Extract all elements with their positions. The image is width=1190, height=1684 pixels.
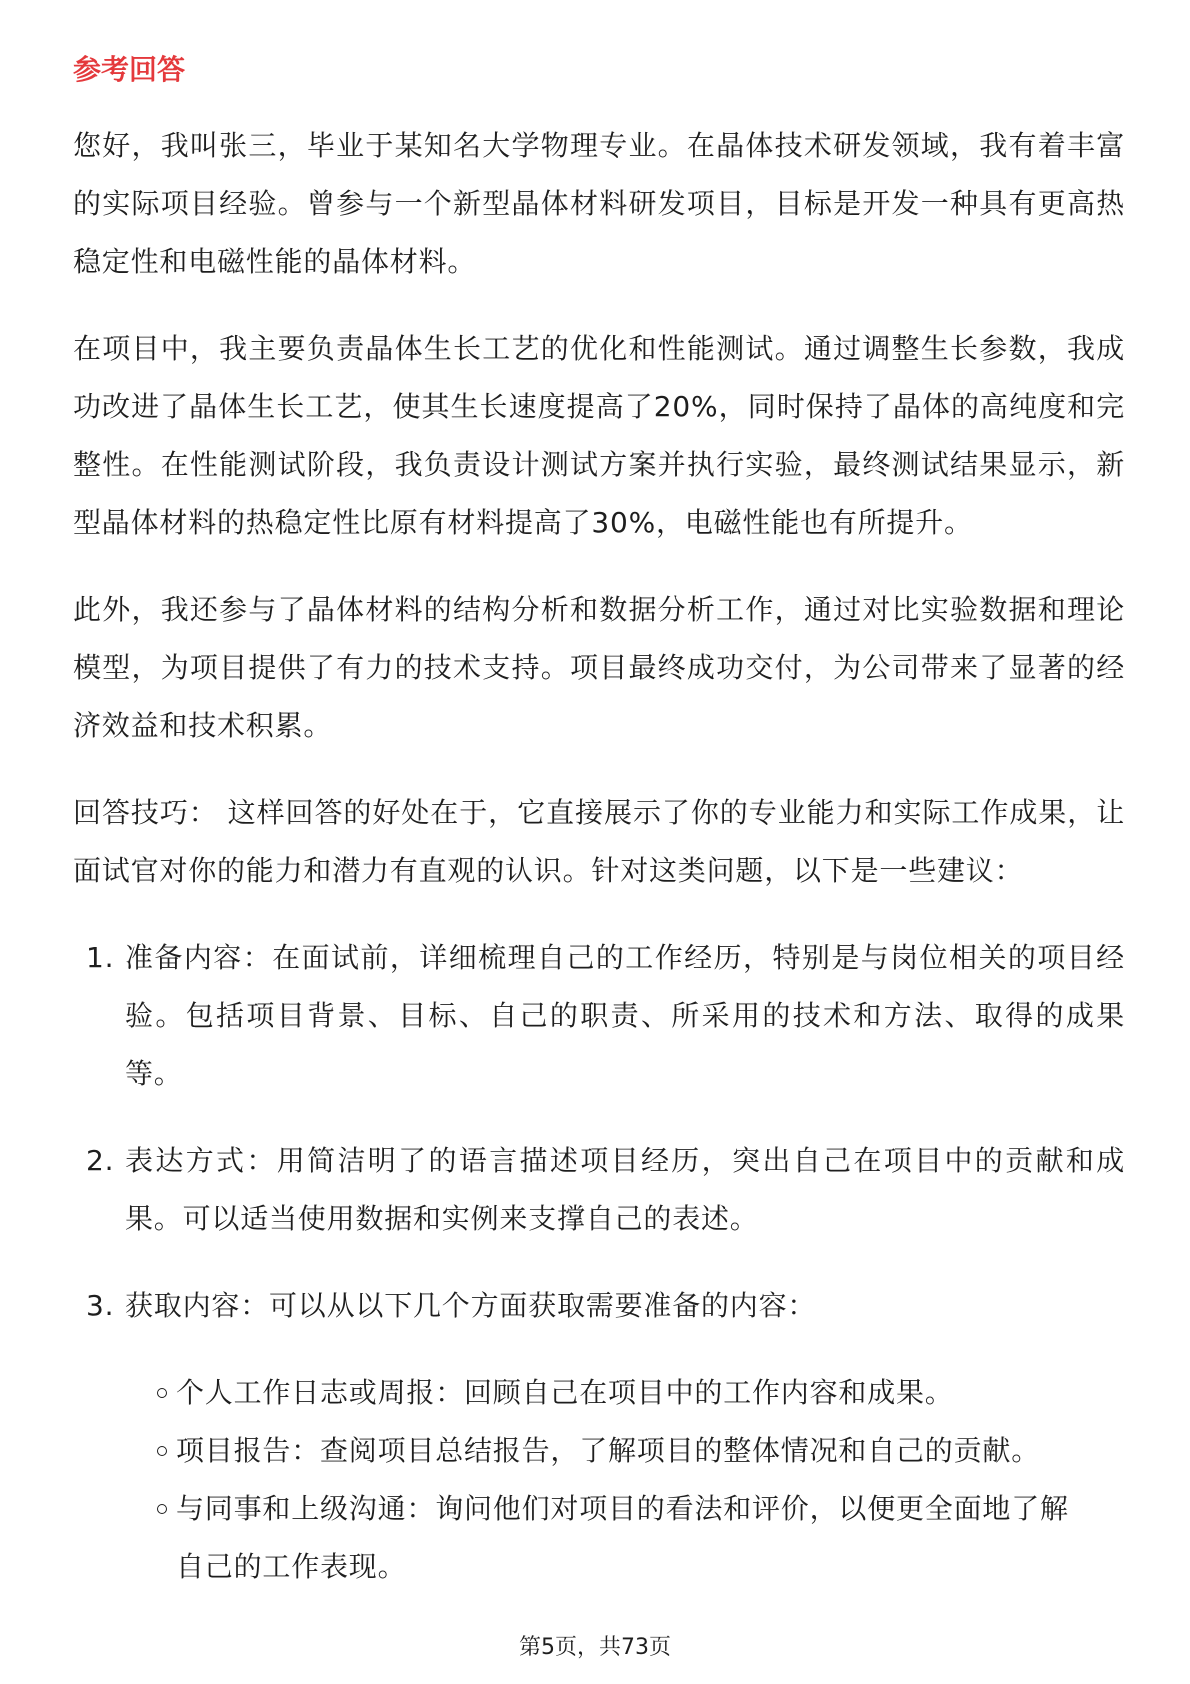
- answer-tips-paragraph: 回答技巧： 这样回答的好处在于，它直接展示了你的专业能力和实际工作成果，让面试官对你的能力和潜力有直观的认识。针对这类问题，以下是一些建议：: [73, 796, 1125, 887]
- source-text: 项目报告：查阅项目总结报告，了解项目的整体情况和自己的贡献。: [176, 1434, 1041, 1467]
- answer-paragraph-project: 在项目中，我主要负责晶体生长工艺的优化和性能测试。通过调整生长参数，我成功改进了晶体生长工艺，使其生长速度提高了20%，同时保持了晶体的高纯度和完整性。在性能测试阶段，我负责设计测试方案并执行实验，最终测试结果显示，新型晶体材料的热稳定性比原有材料提高了30%，电磁性能也有所提升。: [73, 332, 1125, 539]
- source-item-report: [125, 1422, 1070, 1480]
- source-item-worklog: [125, 1364, 1070, 1422]
- suggestion-item-prepare: [73, 929, 1125, 1103]
- list-number: 2.: [86, 1144, 115, 1177]
- list-number: 1.: [86, 941, 115, 974]
- suggestion-text: 表达方式：用简洁明了的语言描述项目经历，突出自己在项目中的贡献和成果。可以适当使用数据和实例来支撑自己的表述。: [125, 1144, 1125, 1235]
- hollow-bullet-icon: [157, 1446, 167, 1456]
- suggestion-list: [73, 929, 1125, 1596]
- hollow-bullet-icon: [157, 1504, 167, 1514]
- source-item-colleagues: [125, 1480, 1070, 1596]
- source-text: 个人工作日志或周报：回顾自己在项目中的工作内容和成果。: [176, 1376, 954, 1409]
- list-number: 3.: [86, 1289, 115, 1322]
- suggestion-item-expression: [73, 1132, 1125, 1248]
- page-number-footer: 第5页，共73页: [519, 1635, 671, 1660]
- suggestion-text: 获取内容：可以从以下几个方面获取需要准备的内容：: [125, 1289, 817, 1322]
- source-text: 与同事和上级沟通：询问他们对项目的看法和评价，以便更全面地了解自己的工作表现。: [176, 1492, 1069, 1583]
- suggestion-item-sources: [73, 1277, 1125, 1596]
- page-content: [73, 50, 1125, 1625]
- suggestion-text: 准备内容：在面试前，详细梳理自己的工作经历，特别是与岗位相关的项目经验。包括项目背景、目标、自己的职责、所采用的技术和方法、取得的成果等。: [125, 941, 1125, 1090]
- answer-paragraph-extra: 此外，我还参与了晶体材料的结构分析和数据分析工作，通过对比实验数据和理论模型，为项目提供了有力的技术支持。项目最终成功交付，为公司带来了显著的经济效益和技术积累。: [73, 593, 1125, 742]
- section-title: 参考回答: [73, 53, 186, 86]
- source-sublist: [125, 1364, 1070, 1596]
- answer-paragraph-intro: 您好，我叫张三，毕业于某知名大学物理专业。在晶体技术研发领域，我有着丰富的实际项目经验。曾参与一个新型晶体材料研发项目，目标是开发一种具有更高热稳定性和电磁性能的晶体材料。: [73, 129, 1125, 278]
- hollow-bullet-icon: [157, 1388, 167, 1398]
